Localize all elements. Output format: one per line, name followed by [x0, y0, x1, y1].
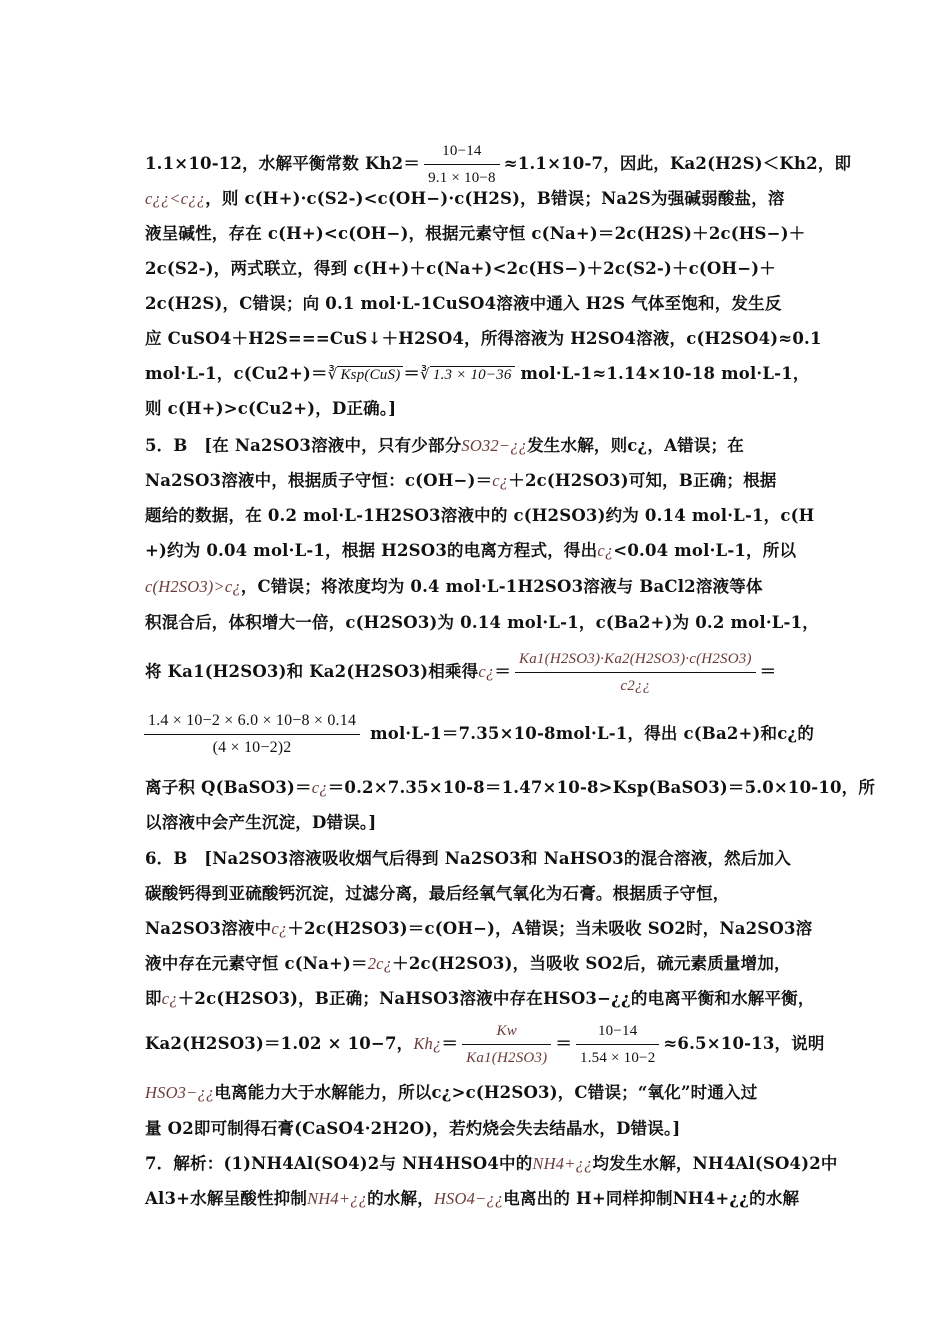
text-line-27: 7．解析：(1)NH4Al(SO4)2与 NH4HSO4中的NH4+¿¿均发生水解，NH4Al(SO4)2中 [145, 1154, 838, 1173]
text-line-24: Ka2(H2SO3)＝1.02 × 10−7，Kh¿＝ $\frac{Kw}{Ka1(H2SO3)}$ ＝ $\frac{10-14}{1.54 \times 10-2}$ ≈6.5×10-13，说明 [145, 1020, 807, 1069]
radical: ∛ Ksp(CuS) [328, 364, 404, 386]
text-line-25: HSO3−¿¿电离能力大于水解能力，所以c¿>c(H2SO3)，C错误；“氧化”时通入过 [145, 1083, 758, 1102]
text-line-21: Na2SO3溶液中c¿＋2c(H2SO3)＝c(OH−)，A错误；当未吸收 SO2时，Na2SO3溶 [145, 919, 813, 938]
fraction: $\frac{Kw}{Ka1(H2SO3)}$ [462, 1020, 551, 1069]
fraction: $\frac{10-14}{9.1 \times 10-8}$ [424, 140, 500, 189]
text-line-14: 积混合后，体积增大一倍，c(H2SO3)为 0.14 mol·L-1，c(Ba2+)为 0.2 mol·L-1， [145, 613, 819, 632]
text-line-10: Na2SO3溶液中，根据质子守恒：c(OH−)＝c¿＋2c(H2SO3)可知，B正确；根据 [145, 471, 777, 490]
text-line-18: 以溶液中会产生沉淀，D错误。] [145, 813, 377, 832]
text-line-28: Al3+水解呈酸性抑制NH4+¿¿的水解，HSO4−¿¿电离出的 H+同样抑制NH4+¿¿的水解 [145, 1189, 800, 1208]
text-line-19: 6．B [Na2SO3溶液吸收烟气后得到 Na2SO3和 NaHSO3的混合溶液，然后加入 [145, 849, 791, 868]
text-line-3: 液呈碱性，存在 c(H+)<c(OH−)，根据元素守恒 c(Na+)＝2c(H2S)＋2c(HS−)＋ [145, 224, 806, 243]
text-line-7: mol·L-1，c(Cu2+)＝∛ Ksp(CuS) ＝∛ 1.3 × 10−36 mol·L-1≈1.14×10-18 mol·L-1， [145, 363, 807, 386]
text-line-13: c(H2SO3)>c¿，C错误；将浓度均为 0.4 mol·L-1H2SO3溶液与 BaCl2溶液等体 [145, 577, 763, 596]
text-line-5: 2c(H2S)，C错误；向 0.1 mol·L-1CuSO4溶液中通入 H2S 气体至饱和，发生反 [145, 294, 782, 313]
text-line-9: 5．B [在 Na2SO3溶液中，只有少部分SO32−¿¿发生水解，则c¿，A错误；在 [145, 436, 744, 455]
text-line-6: 应 CuSO4＋H2S===CuS↓＋H2SO4，所得溶液为 H2SO4溶液，c(H2SO4)≈0.1 [145, 329, 822, 348]
fraction: $\frac{Ka1(H2SO3)\cdot Ka2(H2SO3)\cdot c(H2SO3)}{c2¿¿}$ [515, 648, 756, 697]
text-line-12: +)约为 0.04 mol·L-1，根据 H2SO3的电离方程式，得出c¿<0.04 mol·L-1，所以 [145, 541, 797, 560]
text-line-20: 碳酸钙得到亚硫酸钙沉淀，过滤分离，最后经氧气氧化为石膏。根据质子守恒， [145, 884, 730, 903]
text-line-4: 2c(S2-)，两式联立，得到 c(H+)＋c(Na+)<2c(HS−)＋2c(S2-)＋c(OH−)＋ [145, 259, 776, 278]
text-line-17: 离子积 Q(BaSO3)＝c¿＝0.2×7.35×10-8＝1.47×10-8>Ksp(BaSO3)＝5.0×10-10，所 [145, 778, 876, 797]
text-line-1: 1.1×10-12，水解平衡常数 Kh2＝ $\frac{10-14}{9.1 \times 10-8}$ ≈1.1×10-7，因此，Ka2(H2S)＜Kh2，即 [145, 140, 807, 189]
text-line-16: $\frac{1.4 \times 10-2 \times 6.0 \times 10-8 \times 0.14}{(4 \times 10-2)2}$ mol·L-1＝7.35×10-8mol·L-1，得出 c(Ba2+)和c¿的 [140, 710, 802, 759]
text-line-26: 量 O2即可制得石膏(CaSO4·2H2O)，若灼烧会失去结晶水，D错误。] [145, 1119, 681, 1138]
text-line-15: 将 Ka1(H2SO3)和 Ka2(H2SO3)相乘得c¿＝ $\frac{Ka1(H2SO3)\cdot Ka2(H2SO3)\cdot c(H2SO3)}{c2¿¿}$ ＝ [145, 648, 807, 697]
text-line-8: 则 c(H+)>c(Cu2+)，D正确。] [145, 399, 397, 418]
fraction: $\frac{1.4 \times 10-2 \times 6.0 \times 10-8 \times 0.14}{(4 \times 10-2)2}$ [144, 710, 360, 759]
text-line-2: c¿¿<c¿¿，则 c(H+)·c(S2-)<c(OH−)·c(H2S)，B错误；Na2S为强碱弱酸盐，溶 [145, 189, 785, 208]
radical: ∛ 1.3 × 10−36 [420, 364, 514, 386]
text-line-11: 题给的数据，在 0.2 mol·L-1H2SO3溶液中的 c(H2SO3)约为 0.14 mol·L-1，c(H [145, 506, 815, 525]
text-line-23: 即c¿＋2c(H2SO3)，B正确；NaHSO3溶液中存在HSO3−¿¿的电离平衡和水解平衡， [145, 989, 815, 1008]
fraction: $\frac{10-14}{1.54 \times 10-2}$ [576, 1020, 659, 1069]
text-line-22: 液中存在元素守恒 c(Na+)＝2c¿＋2c(H2SO3)，当吸收 SO2后，硫元素质量增加， [145, 954, 791, 973]
